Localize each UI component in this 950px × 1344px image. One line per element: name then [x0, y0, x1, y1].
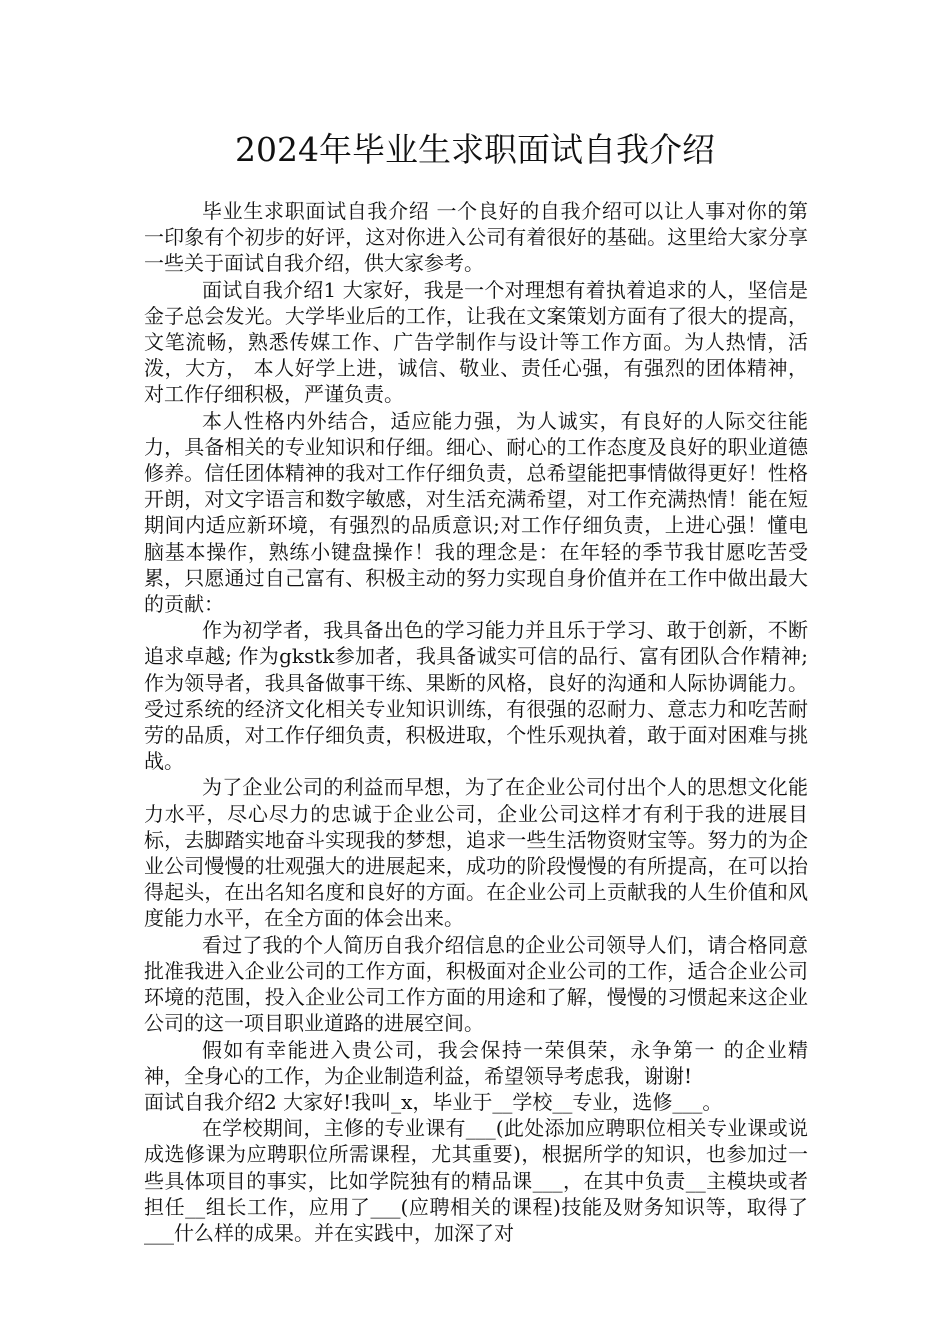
paragraph-company-interest: 为了企业公司的利益而早想，为了在企业公司付出个人的思想文化能力水平，尽心尽力的忠诚于企业公司，企业公司这样才有利于我的进展目标，去脚踏实地奋斗实现我的梦想，追求一些生活物资财宝等。努力的为企业公司慢慢的壮观强大的进展起来，成功的阶段慢慢的有所提高，在可以抬得起头，在出名知名度和良好的方面。在企业公司上贡献我的人生价值和风度能力水平，在全方面的体会出来。: [144, 775, 808, 931]
paragraph-intro-2: 面试自我介绍2 大家好!我叫_x，毕业于__学校__专业，选修___。: [144, 1089, 723, 1114]
paragraph-roles: 作为初学者，我具备出色的学习能力并且乐于学习、敢于创新，不断追求卓越; 作为gkstk参加者，我具备诚实可信的品行、富有团队合作精神;作为领导者，我具备做事干练、果断的风格，良好的沟通和人际协调能力。受过系统的经济文化相关专业知识训练，有很强的忍耐力、意志力和吃苦耐劳的品质，对工作仔细负责，积极进取，个性乐观执着，敢于面对困难与挑战。: [144, 618, 808, 774]
paragraph-intro: 毕业生求职面试自我介绍 一个良好的自我介绍可以让人事对你的第一印象有个初步的好评，这对你进入公司有着很好的基础。这里给大家分享一些关于面试自我介绍，供大家参考。: [144, 199, 808, 276]
paragraph-request: 看过了我的个人简历自我介绍信息的企业公司领导人们，请合格同意批准我进入企业公司的工作方面，积极面对企业公司的工作，适合企业公司环境的范围，投入企业公司工作方面的用途和了解，慢慢的习惯起来这企业公司的这一项目职业道路的进展空间。: [144, 932, 808, 1036]
paragraph-personality: 本人性格内外结合，适应能力强，为人诚实，有良好的人际交往能力，具备相关的专业知识和仔细。细心、耐心的工作态度及良好的职业道德修养。信任团体精神的我对工作仔细负责，总希望能把事情做得更好！性格开朗，对文字语言和数字敏感，对生活充满希望，对工作充满热情！能在短期间内适应新环境，有强烈的品质意识;对工作仔细负责，上进心强！懂电脑基本操作，熟练小键盘操作！我的理念是：在年轻的季节我甘愿吃苦受累，只愿通过自己富有、积极主动的努力实现自身价值并在工作中做出最大的贡献：: [144, 408, 808, 617]
document-title: 2024年毕业生求职面试自我介绍: [235, 130, 715, 169]
document-body: [144, 198, 808, 1246]
paragraph-school: 在学校期间，主修的专业课有___(此处添加应聘职位相关专业课或说成选修课为应聘职位所需课程，尤其重要)，根据所学的知识，也参加过一些具体项目的事实，比如学院独有的精品课___，在其中负责__主模块或者担任__组长工作，应用了___(应聘相关的课程)技能及财务知识等，取得了___什么样的成果。并在实践中，加深了对: [144, 1116, 808, 1245]
paragraph-hope: 假如有幸能进入贵公司，我会保持一荣俱荣，永争第一 的企业精神，全身心的工作，为企业制造利益，希望领导考虑我，谢谢!: [144, 1037, 808, 1088]
paragraph-intro-1: 面试自我介绍1 大家好，我是一个对理想有着执着追求的人，坚信是金子总会发光。大学毕业后的工作，让我在文案策划方面有了很大的提高，文笔流畅，熟悉传媒工作、广告学制作与设计等工作方面。为人热情，活泼，大方， 本人好学上进，诚信、敬业、责任心强，有强烈的团体精神，对工作仔细积极，严谨负责。: [144, 277, 808, 407]
